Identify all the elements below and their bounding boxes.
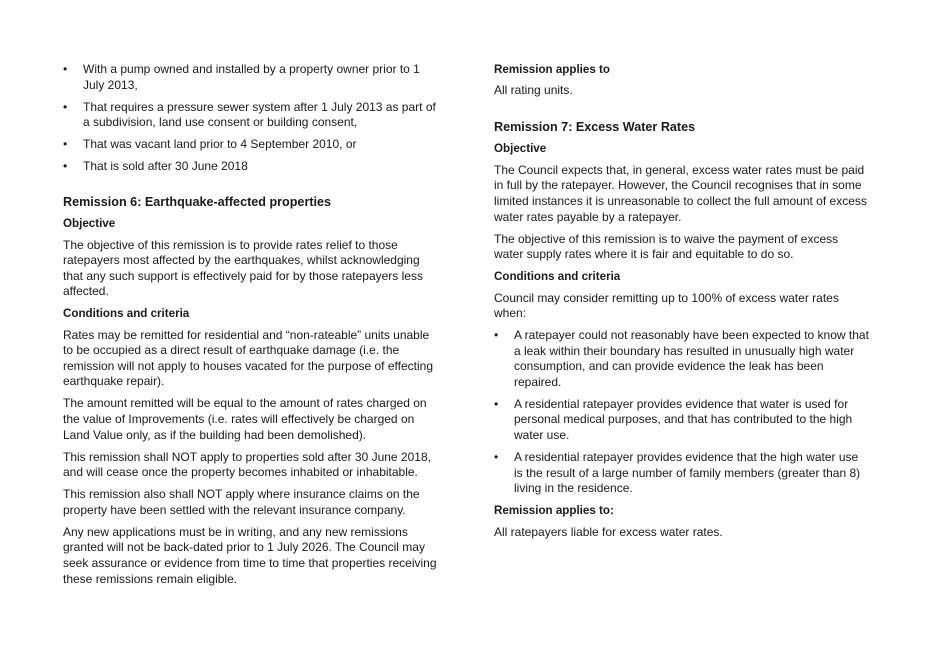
condition-paragraph: The amount remitted will be equal to the amount of rates charged on the value of Improvements (i.e. rates will effectively be charged on Land Value only, as if the building had been demolished). xyxy=(63,396,427,442)
objective-paragraph: The objective of this remission is to waive the payment of excess water supply rates where it is fair and equitable to do so. xyxy=(494,231,839,262)
list-item xyxy=(63,159,440,175)
applies-to-text: All ratepayers liable for excess water rates. xyxy=(494,524,723,539)
list-item-text: A residential ratepayer provides evidence that the high water use is the result of a large number of family members (greater than 8) living in the residence. xyxy=(514,450,861,496)
list-item-text: With a pump owned and installed by a property owner prior to 1 July 2013, xyxy=(83,62,420,92)
list-item xyxy=(63,62,440,93)
conditions-heading: Conditions and criteria xyxy=(494,270,621,284)
list-item-text: A ratepayer could not reasonably have been expected to know that a leak within their boundary has resulted in unusually high water consumption, and can provide evidence the leak has been repaired. xyxy=(514,328,869,389)
right-column xyxy=(494,62,869,547)
bullet-icon: • xyxy=(494,328,499,343)
applies-to-heading: Remission applies to xyxy=(494,63,610,76)
list-item xyxy=(494,328,869,390)
list-item xyxy=(494,397,869,444)
list-item-text: That requires a pressure sewer system after 1 July 2013 as part of a subdivision, land use consent or building consent, xyxy=(83,99,436,130)
objective-heading: Objective xyxy=(63,217,116,231)
conditions-bullet-list xyxy=(494,328,869,497)
conditions-heading: Conditions and criteria xyxy=(63,307,190,321)
applies-to-text: All rating units. xyxy=(494,83,573,98)
bullet-icon: • xyxy=(63,137,68,152)
objective-text: The objective of this remission is to provide rates relief to those ratepayers most affected by the earthquakes, whilst acknowledging that any such support is effectively paid for by those ratepayers less affected. xyxy=(63,237,423,299)
condition-paragraph: This remission also shall NOT apply where insurance claims on the property have been settled with the relevant insurance company. xyxy=(63,487,420,517)
list-item-text: A residential ratepayer provides evidence that water is used for personal medical purposes, and that has contributed to the high water use. xyxy=(514,396,853,443)
eligibility-bullet-list xyxy=(63,62,440,175)
bullet-icon: • xyxy=(63,159,68,174)
objective-paragraph: The Council expects that, in general, excess water rates must be paid in full by the ratepayer. However, the Council recognises that in some limited instances it is unreasonable to collect the full amount of excess water rates payable by a ratepayer. xyxy=(494,162,867,224)
objective-heading: Objective xyxy=(494,142,547,156)
remission-7-heading: Remission 7: Excess Water Rates xyxy=(494,119,696,134)
list-item-text: That was vacant land prior to 4 September 2010, or xyxy=(83,137,357,152)
conditions-intro: Council may consider remitting up to 100% of excess water rates when: xyxy=(494,290,839,321)
list-item xyxy=(63,137,440,153)
list-item-text: That is sold after 30 June 2018 xyxy=(83,159,248,174)
left-column xyxy=(63,62,440,594)
condition-paragraph: This remission shall NOT apply to properties sold after 30 June 2018, and will cease once the property becomes inhabited or inhabitable. xyxy=(63,449,431,480)
list-item xyxy=(494,450,869,497)
condition-paragraph: Rates may be remitted for residential and “non-rateable” units unable to be occupied as a direct result of earthquake damage (i.e. the remission will not apply to houses vacated for the purpose of effecting earthquake repair). xyxy=(63,327,433,389)
condition-paragraph: Any new applications must be in writing, and any new remissions granted will not be back-dated prior to 1 July 2026. The Council may seek assurance or evidence from time to time that properties receiving these remissions remain eligible. xyxy=(63,524,437,586)
applies-to-heading: Remission applies to: xyxy=(494,504,614,518)
remission-6-heading: Remission 6: Earthquake-affected properties xyxy=(63,194,332,209)
list-item xyxy=(63,100,440,131)
bullet-icon: • xyxy=(494,396,499,411)
bullet-icon: • xyxy=(494,450,499,465)
bullet-icon: • xyxy=(63,99,68,114)
bullet-icon: • xyxy=(63,62,68,76)
